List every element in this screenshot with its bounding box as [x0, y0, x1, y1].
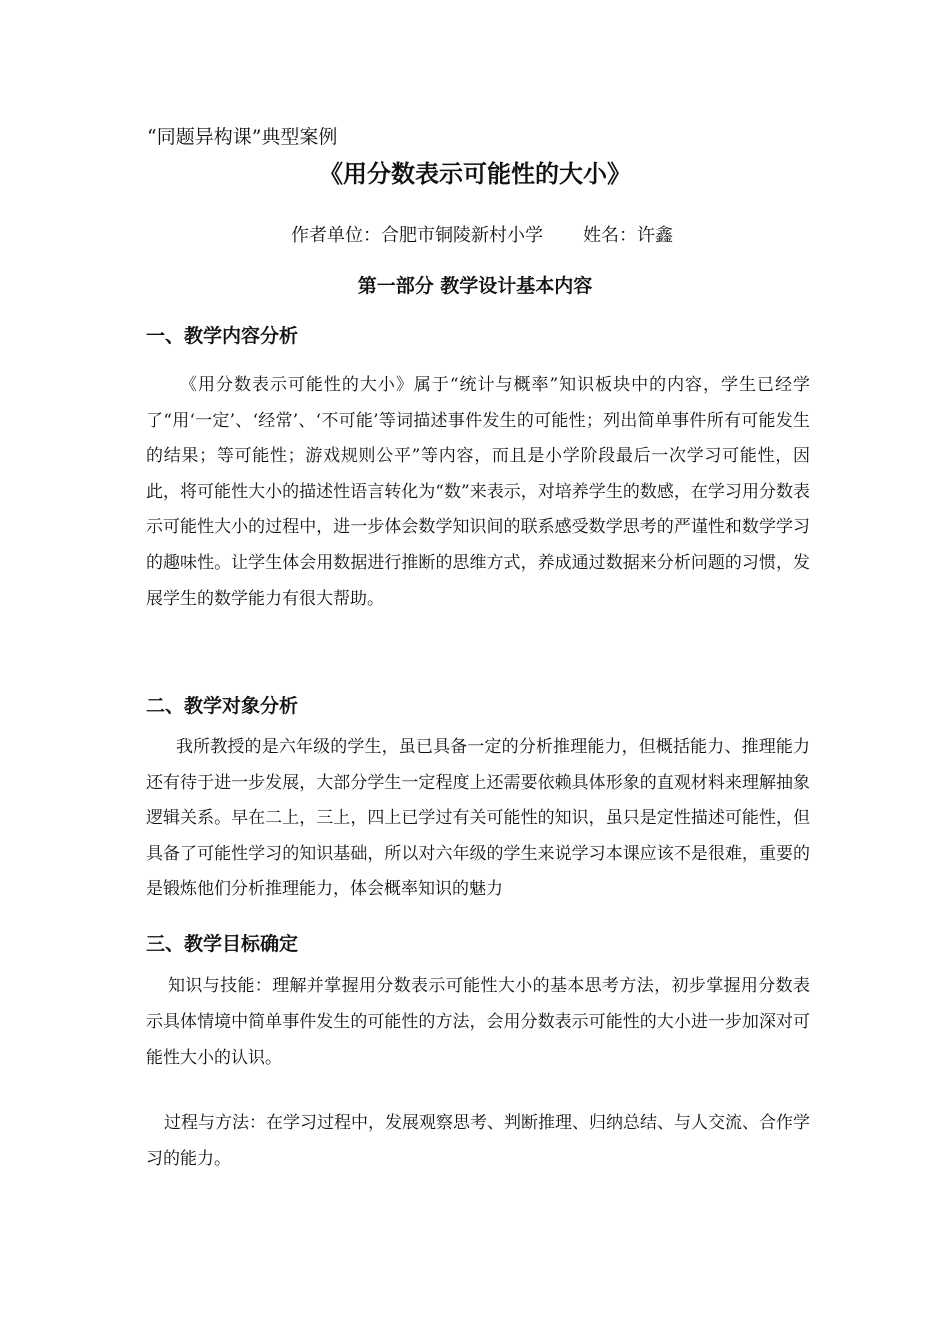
document-title: 《用分数表示可能性的大小》 — [319, 159, 631, 188]
section-heading-content-analysis: 一、教学内容分析 — [146, 325, 299, 347]
author-line — [291, 223, 673, 249]
author-name: 姓名：许鑫 — [583, 225, 673, 246]
section-heading-teaching-goals: 三、教学目标确定 — [146, 933, 299, 955]
section-heading-student-analysis: 二、教学对象分析 — [146, 695, 299, 717]
author-unit: 作者单位：合肥市铜陵新村小学 — [291, 225, 543, 246]
student-analysis-paragraph: 我所教授的是六年级的学生，虽已具备一定的分析推理能力，但概括能力、推理能力还有待于进一步发展，大部分学生一定程度上还需要依赖具体形象的直观材料来理解抽象逻辑关系。早在二上，三上，四上已学过有关可能性的知识，虽只是定性描述可能性，但具备了可能性学习的知识基础，所以对六年级的学生来说学习本课应该不是很难，重要的是锻炼他们分析推理能力，体会概率知识的魅力 — [146, 737, 810, 899]
content-analysis-paragraph: 《用分数表示可能性的大小》属于“统计与概率”知识板块中的内容，学生已经学了“用‘一定’、‘经常’、‘不可能’等词描述事件发生的可能性；列出简单事件所有可能发生的结果；等可能性；游戏规则公平”等内容，而且是小学阶段最后一次学习可能性，因此，将可能性大小的描述性语言转化为“数”来表示，对培养学生的数感，在学习用分数表示可能性大小的过程中，进一步体会数学知识间的联系感受数学思考的严谨性和数学学习的趣味性。让学生体会用数据进行推断的思维方式，养成通过数据来分析问题的习惯，发展学生的数学能力有很大帮助。 — [146, 375, 810, 609]
process-methods-paragraph: 过程与方法：在学习过程中，发展观察思考、判断推理、归纳总结、与人交流、合作学习的能力。 — [146, 1113, 810, 1169]
knowledge-skills-paragraph: 知识与技能：理解并掌握用分数表示可能性大小的基本思考方法，初步掌握用分数表示具体情境中简单事件发生的可能性的方法，会用分数表示可能性的大小进一步加深对可能性大小的认识。 — [146, 976, 810, 1068]
series-label: “同题异构课”典型案例 — [147, 126, 338, 148]
part-one-heading: 第一部分 教学设计基本内容 — [357, 275, 593, 297]
